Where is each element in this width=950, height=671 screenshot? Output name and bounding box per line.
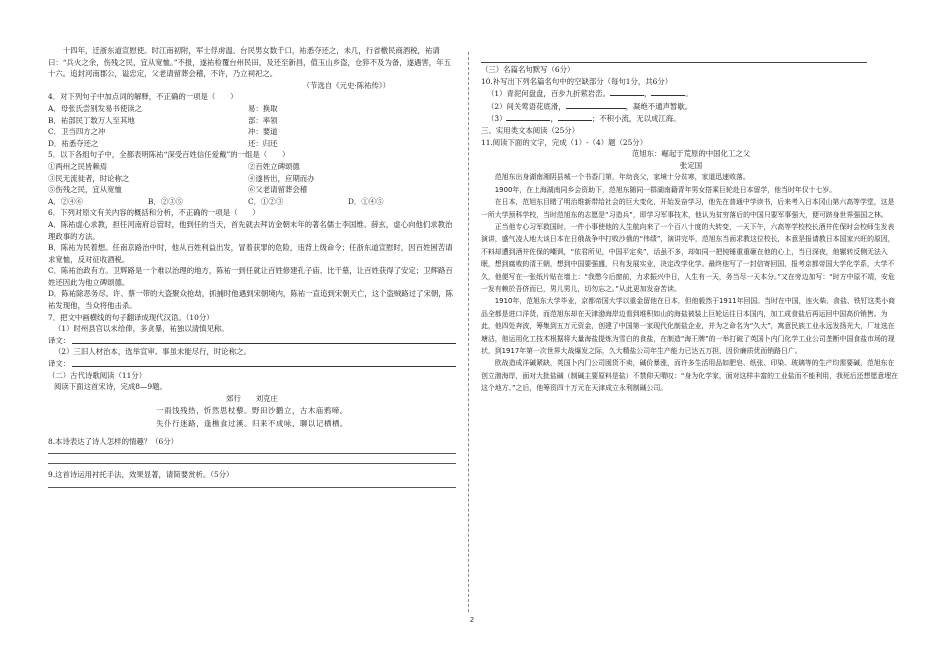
poem-line-1: 一雨饯残热，忻然思杖藜。野田沙鹳立，古木庙鸦啼。 xyxy=(156,406,348,416)
q10-stem: 10.补写出下列名篇名句中的空缺部分（每句1分，共6分） xyxy=(481,76,673,86)
q4-option-c: C．卫当四方之冲 冲：要道 xyxy=(48,127,278,137)
article-paragraph: 在日本，范旭东目睹了明治维新带给社会的巨大变化，开始发奋学习，他先在普通中学读书，后来考入日本冈山第六高等学堂，这是一所大学预科学校，当时范旭东的志愿是“习造兵”，即学习军事技术，他认为贫穷落后的中国只要军事强大，便可跻身世界强国之林。 xyxy=(481,198,895,219)
section-recitation: （三）名篇名句默写（6分） xyxy=(481,65,575,74)
article-paragraph: 正当他专心习军救国时，一件小事使他的人生航向来了一个百八十度的大转变，一天下午，六高等学校校长酒井佐保时会校师生发表演讲，盛气凌人地大谈日本在日俄战争中打败沙俄的“伟绩”，演讲完毕，范旭东当面求教这位校长，本意是报请教日本国家兴旺的原因，不料却遭到酒井佐保的嘲讽，“依君所见，中国平定矣”，话虽不多，却如同一把钝锤重重砸在他的心上，当日深夜，他辗转反侧无法入眠，想到腐败的清王朝，想到中国要强盛，只有发展实业，决定改学化学。最终他写了一封信寄回国，报考京都帝国大学化学系，大学不久，他便写在一张纸片贴在墙上：“我憋今后窗前，力求振兴中日，人生有一天，务当尽一天本分。”又在旁边加写：“时方中原不靖，安危一发有赖於吾侪而已，男儿男儿，切勿忘之。”从此更加发奋苦读。 xyxy=(481,222,895,293)
page-number: 2 xyxy=(470,617,474,624)
q5-items-row1: ①两州之民皆赖焉 ②百姓立碑颂德 xyxy=(48,161,300,171)
q6-option-d: D．陈祐除恶务尽。许、蔡一带的大盗聚众抢劫，抓捕时他遇到宋朝境内，陈祐一直追到宋朝天亡，这个盗贼路过了宋朝，陈祐发现他，当众将他击杀。 xyxy=(48,289,454,311)
article-title: 范旭东：崛起于荒原的中国化工之父 xyxy=(631,149,751,159)
q7-answer-line-1[interactable] xyxy=(72,335,456,344)
q7-answer-1: 译文： xyxy=(48,335,456,347)
q10-blank-2[interactable] xyxy=(651,87,685,96)
poem-line-2: 失仆行迷路，逢樵食过溪。归来不成咏，聊以记栖栖。 xyxy=(156,419,348,428)
q5-stem: 5．以下各组句子中，全都表明陈祐“深受百姓信任爱戴”的一组是（ ） xyxy=(48,150,290,160)
q10-item-1: （1）青泥何盘盘，百步九折萦岩峦。 ， 。 xyxy=(487,89,693,99)
q7-stem: 7．把文中画横线的句子翻译成现代汉语。（10分） xyxy=(48,312,214,322)
q10-item-2: （2）间关莺语花底滑， ，凝绝不通声暂歇。 xyxy=(487,101,693,111)
q11-stem: 11.阅读下面的文字，完成（1）-（4）题（25分） xyxy=(481,137,648,147)
q4-stem: 4．对下列句子中加点词的解释，不正确的一项是（ ） xyxy=(48,92,238,102)
q6-option-a: A．陈祐虚心求教，担任河南府总管时，他到任的当天，首先就去拜访金朝末年的著名儒士李国维、薛玄，虚心向他们求教治理政事的方法。 xyxy=(48,219,453,241)
article-paragraph: 范旭东出身湖南湘阴县城一个书香门第，年幼丧父，家境十分贫寒，家道迅速败落。 xyxy=(494,173,750,182)
right-column xyxy=(481,60,901,395)
q5-items-row3: ⑤伤残之民，宜从宽恤 ⑥父老请留葬会稽 xyxy=(48,185,308,195)
q6-option-b: B．陈祐为民着想。任南京路治中时，他从百姓利益出发，冒着获罪的危险，违背上级命令；任浙东道宣慰时，因百姓困苦请求宽恤，反对征收酒税。 xyxy=(48,243,453,264)
q7-sentence-1: （1）时州县官以未给俸，多贪暴，祐独以清慎见称。 xyxy=(54,324,229,334)
q4-option-d: D．祐悉夺还之 还：归还 xyxy=(48,138,278,148)
column-divider xyxy=(468,52,469,612)
q7-answer-line-2[interactable] xyxy=(72,358,456,367)
article-author: 张定国 xyxy=(679,160,703,170)
q9-answer-line-1[interactable] xyxy=(48,487,456,488)
q7-sentence-2: （2）三旧人材治本，选举宣审。事虽未能尽行，时论称之。 xyxy=(54,347,251,357)
poetry-intro: 阅读下面这首宋诗，完成8—9题。 xyxy=(54,382,167,392)
q9-stem: 9.这首诗运用衬托手法，效果显著，请简要赏析。（5分） xyxy=(48,470,234,480)
q7-answer-2: 译文： xyxy=(48,358,456,370)
q10-item-3: （3） ， ；不积小流，无以成江海。 xyxy=(487,114,681,124)
article-paragraph: 1900年，在上海湖南同乡会资助下，范旭东随同一群湖南籍青年男女搭乘巨轮赴日本留学，他当时年仅十七岁。 xyxy=(494,185,837,194)
q4-option-b: B．祐部民丁数万人至其地 部：率领 xyxy=(48,115,278,125)
q8-answer-line-1[interactable] xyxy=(48,453,456,454)
q5-choices: A．②④⑥ B．②③⑤ C．①②③ D．①④⑤ xyxy=(48,196,384,206)
q10-blank-3[interactable] xyxy=(566,100,626,109)
q4-option-a: A．母张氏尝别发易书使读之 易：换取 xyxy=(48,103,278,113)
q8-stem: 8.本诗表达了诗人怎样的情趣？（6分） xyxy=(48,436,179,446)
section-poetry: （二）古代诗歌阅读（11分） xyxy=(48,370,147,380)
q10-blank-5[interactable] xyxy=(558,112,592,121)
poem-author: 刘克庄 xyxy=(255,393,278,403)
left-column xyxy=(48,45,456,488)
section-practical: 三、实用类文本阅读（25分） xyxy=(481,125,580,135)
passage-text: 十四年，迁浙东道宣慰使。时江南初附，军士俘虏温、台民男女数千口，祐悉夺还之，未几，行省檄民商酒税，祐请曰：“兵火之余，伤残之民，宜从宽恤。”不报，遂祐检覆台州民田，及还至新昌，值玉山乡盗，仓猝不及为备，遂遇害，年五十六。追封河南郡公，谥忠定，父老请留葬会稽，不许，乃立祠祀之。 xyxy=(48,46,451,79)
q10-blank-1[interactable] xyxy=(610,87,644,96)
q6-stem: 6．下列对原文有关内容的概括和分析，不正确的一项是（ ） xyxy=(48,208,260,218)
article-paragraph: 1910年，范旭东大学毕业，京都帝国大学以重金留他在日本，但他毅然于1911年回国。当时在中国，连火柴、食盐、铁钉这类小商品全都是进口洋货，而范旭东却在天津渤海岸边看到堆积如山的海盐被装上巨轮运往日本国内，加工成食盐后再运回中国高价销售。为此，他四处奔波，筹集到五万元资金，创建了中国第一家现代化制盐企业，并为之命名为“久大”，寓意民族工业永远发扬光大，厂址选在塘沽，他运用化工技术根据将大量海盐提炼为雪白的食盐，在制造“海王牌”的一举打破了英国卜内门化学工业公司垄断中国食盐市场的现状，到1917年第一次世界大战爆发之际，久大精盐公司年生产能力已达五万担，因价廉质优而销路日广。 xyxy=(481,297,896,356)
article-body xyxy=(481,171,901,394)
q6-option-c: C．陈祐治政有方。卫辉路是一个难以治理的地方，陈祐一到任就让百姓修建孔子庙、比干墓，让百姓获得了安定；卫辉路百姓还因此为他立碑颂德。 xyxy=(48,266,453,287)
q5-items-row2: ③民无流徙者，时论称之 ④遂皆出，应期而办 xyxy=(48,173,315,183)
poem-heading xyxy=(48,393,456,405)
passage-source: （节选自《元史·陈祐传》） xyxy=(302,80,390,90)
q10-blank-4[interactable] xyxy=(506,112,550,121)
poem-title: 郊行 xyxy=(226,393,241,403)
article-paragraph: 欧战造成洋碱紧缺，英国卜内门公司囤货不卖，碱价暴涨，而许多生活用品如肥皂、纸张、印染、玻璃等的生产均需要碱，范旭东在创立渤海岸，面对大批盐碱（制碱主要原料是盐）不禁仰天喟叹：“身为化学家，面对这样丰富的工业盐而不能利用，我死后还想愿意埋在这个地方。”之后，他筹资四十万元在天津成立永利制碱公司。 xyxy=(481,359,899,393)
